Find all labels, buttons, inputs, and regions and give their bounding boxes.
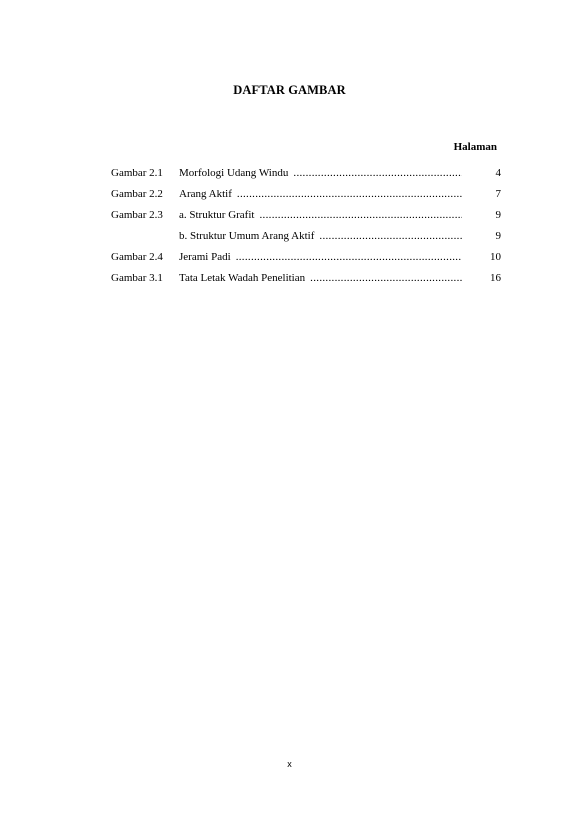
figure-page: 9 xyxy=(495,209,501,221)
toc-row xyxy=(111,250,501,271)
figure-page: 7 xyxy=(495,188,501,200)
figure-title: b. Struktur Umum Arang Aktif xyxy=(179,230,315,242)
figure-title: a. Struktur Grafit xyxy=(179,209,255,221)
figure-page: 9 xyxy=(495,230,501,242)
toc-row xyxy=(111,208,501,229)
figure-label: Gambar 2.1 xyxy=(111,167,163,179)
figure-label: Gambar 2.3 xyxy=(111,209,163,221)
figure-title: Tata Letak Wadah Penelitian xyxy=(179,272,306,284)
figure-page: 4 xyxy=(495,167,501,179)
figure-title: Morfologi Udang Windu xyxy=(179,167,289,179)
toc-row xyxy=(111,229,501,250)
figure-page: 16 xyxy=(490,272,501,284)
page-title: DAFTAR GAMBAR xyxy=(233,83,346,97)
figure-title-leader xyxy=(179,166,462,180)
figure-title-leader xyxy=(179,250,462,264)
figure-label: Gambar 3.1 xyxy=(111,272,163,284)
figure-title-leader xyxy=(179,208,462,222)
toc-row xyxy=(111,271,501,292)
figure-title: Jerami Padi xyxy=(179,251,231,263)
figure-title-leader xyxy=(179,271,462,285)
figure-page: 10 xyxy=(490,251,501,263)
figure-title: Arang Aktif xyxy=(179,188,232,200)
page-number: x xyxy=(287,759,292,769)
figure-title-leader xyxy=(179,229,462,243)
list-of-figures xyxy=(111,166,501,292)
figure-label: Gambar 2.2 xyxy=(111,188,163,200)
toc-row xyxy=(111,187,501,208)
figure-title-leader xyxy=(179,187,462,201)
figure-label: Gambar 2.4 xyxy=(111,251,163,263)
toc-row xyxy=(111,166,501,187)
page-column-header: Halaman xyxy=(453,141,497,153)
